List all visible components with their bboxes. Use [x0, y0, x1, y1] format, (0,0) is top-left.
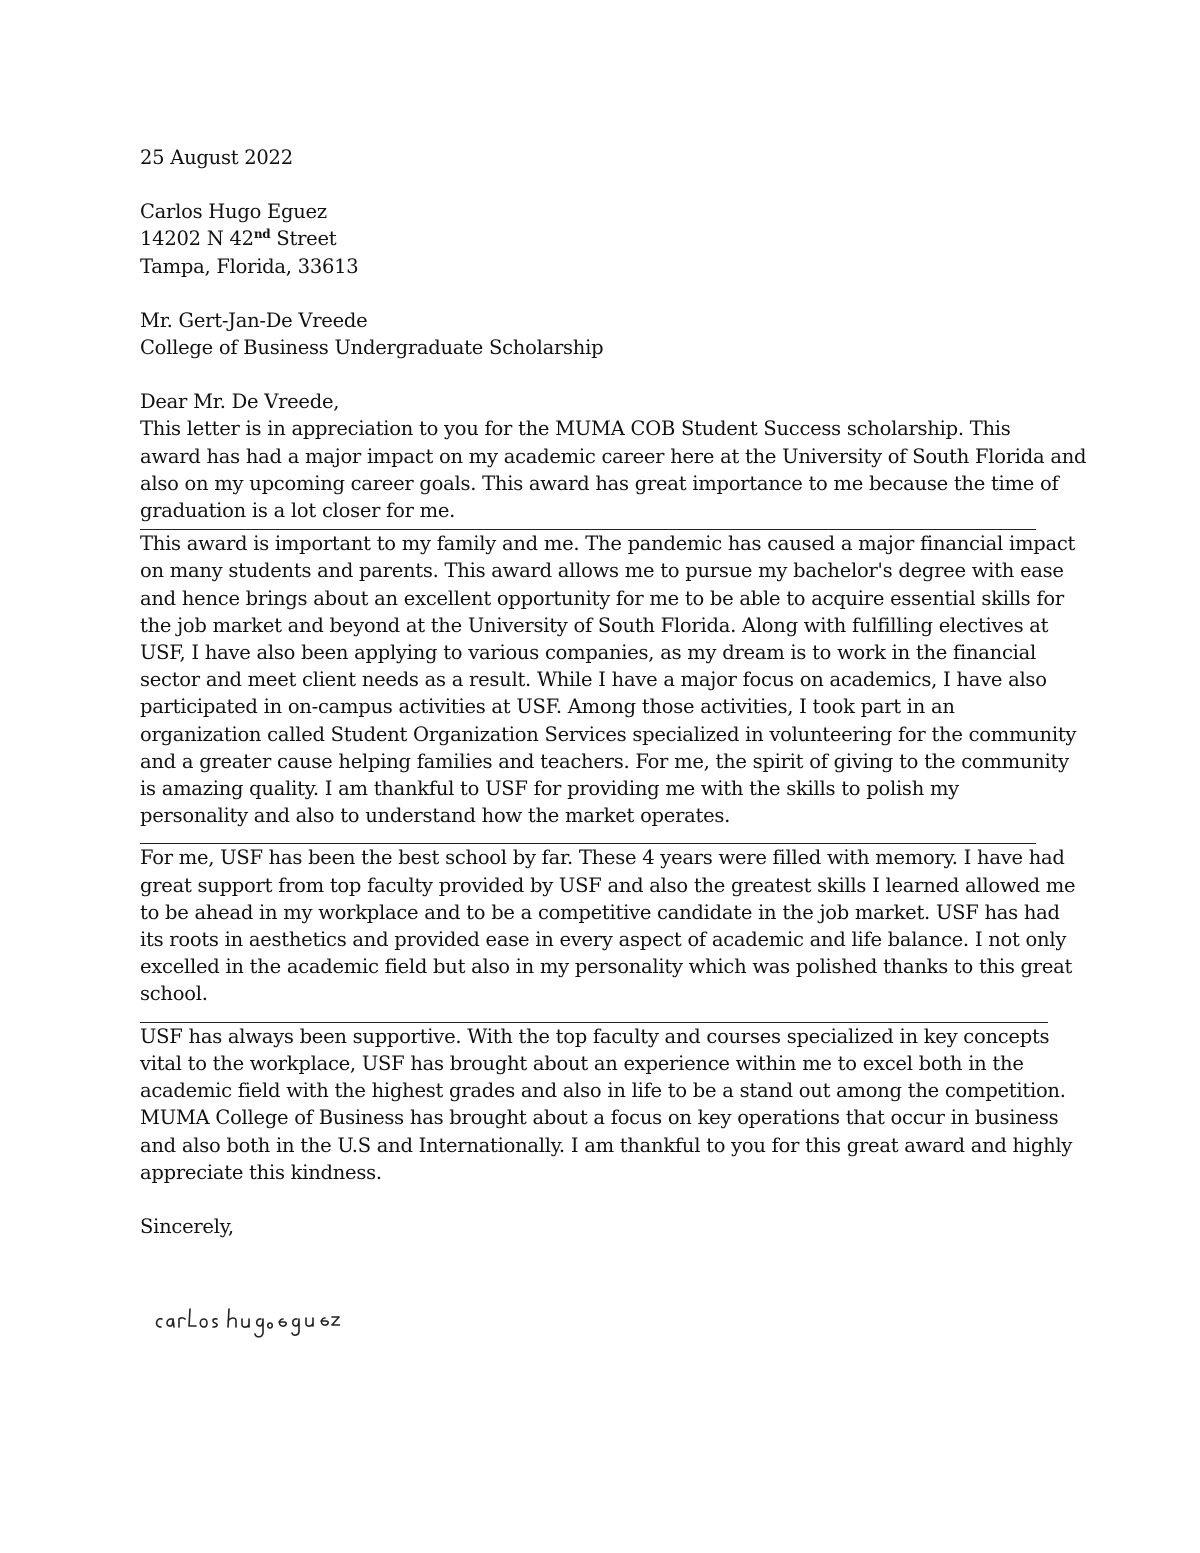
paragraph-line: vital to the workplace, USF has brought about an experience within me to excel both in the: [140, 1051, 1024, 1075]
paragraph-line: to be ahead in my workplace and to be a competitive candidate in the job market. USF has had: [140, 900, 1060, 924]
letter-body: [140, 144, 1087, 1240]
paragraph-line: its roots in aesthetics and provided ease in every aspect of academic and life balance. I not only: [140, 928, 1067, 952]
paragraph-line: MUMA College of Business has brought about a focus on key operations that occur in business: [140, 1106, 1059, 1130]
street-name: Street: [270, 227, 337, 251]
paragraph-3: [140, 844, 1076, 1007]
paragraph-line: organization called Student Organization Services specialized in volunteering for the community: [140, 722, 1077, 746]
closing: Sincerely,: [140, 1214, 234, 1238]
salutation: Dear Mr. De Vreede,: [140, 390, 340, 414]
sender-street: [140, 225, 1060, 252]
paragraph-line: sector and meet client needs as a result. While I have a major focus on academics, I have also: [140, 668, 1047, 692]
paragraph-line: and also both in the U.S and Internationally. I am thankful to you for this great award and highly: [140, 1133, 1073, 1157]
paragraph-line: USF has always been supportive. With the top faculty and courses specialized in key concepts: [140, 1024, 1050, 1048]
paragraph-line: school.: [140, 982, 208, 1006]
sender-city: Tampa, Florida, 33613: [140, 254, 359, 278]
paragraph-line: appreciate this kindness.: [140, 1160, 382, 1184]
recipient-address: [140, 307, 1060, 361]
paragraph-line: great support from top faculty provided by USF and also the greatest skills I learned allowed me: [140, 873, 1076, 897]
paragraph-line: academic field with the highest grades and also in life to be a stand out among the competition.: [140, 1079, 1066, 1103]
recipient-org: College of Business Undergraduate Scholarship: [140, 336, 604, 360]
paragraph-line: award has had a major impact on my academic career here at the University of South Florida and: [140, 444, 1087, 468]
sender-name: Carlos Hugo Eguez: [140, 200, 327, 224]
paragraph-line: excelled in the academic field but also in my personality which was polished thanks to this great: [140, 955, 1073, 979]
paragraph-4: [140, 1023, 1073, 1186]
street-number: 14202 N 42: [140, 227, 254, 251]
paragraph-line: This letter is in appreciation to you for the MUMA COB Student Success scholarship. This: [140, 417, 1011, 441]
paragraph-line: is amazing quality. I am thankful to USF for providing me with the skills to polish my: [140, 777, 959, 801]
paragraph-1: [140, 415, 1087, 524]
paragraph-line: This award is important to my family and me. The pandemic has caused a major financial impact: [140, 532, 1076, 556]
paragraph-line: participated in on-campus activities at USF. Among those activities, I took part in an: [140, 695, 955, 719]
paragraph-line: and hence brings about an excellent opportunity for me to be able to acquire essential skills for: [140, 586, 1064, 610]
paragraph-line: the job market and beyond at the University of South Florida. Along with fulfilling electives at: [140, 613, 1049, 637]
paragraph-line: graduation is a lot closer for me.: [140, 499, 456, 523]
paragraph-line: For me, USF has been the best school by far. These 4 years were filled with memory. I have had: [140, 846, 1065, 870]
paragraph-line: on many students and parents. This award allows me to pursue my bachelor's degree with ease: [140, 559, 1064, 583]
paragraph-line: also on my upcoming career goals. This award has great importance to me because the time of: [140, 471, 1059, 495]
street-ordinal: nd: [253, 227, 271, 242]
paragraph-line: and a greater cause helping families and teachers. For me, the spirit of giving to the community: [140, 749, 1069, 773]
paragraph-line: USF, I have also been applying to various companies, as my dream is to work in the financial: [140, 641, 1036, 665]
paragraph-line: personality and also to understand how the market operates.: [140, 804, 731, 828]
date-line: 25 August 2022: [140, 146, 293, 169]
sender-address: [140, 198, 1060, 280]
recipient-name: Mr. Gert-Jan-De Vreede: [140, 308, 368, 332]
handwritten-signature: [150, 1303, 340, 1345]
paragraph-2: [140, 530, 1077, 829]
